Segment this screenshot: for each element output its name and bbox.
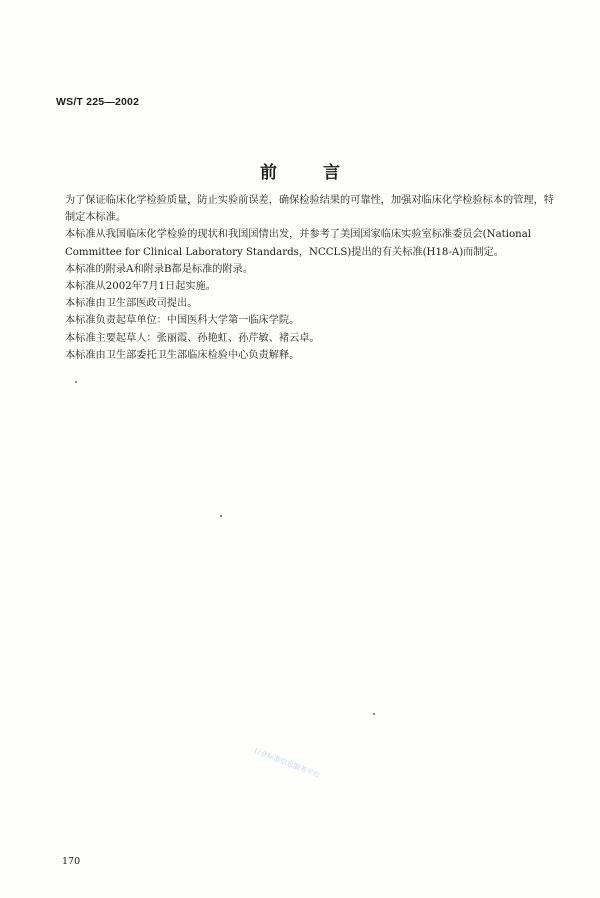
paragraph-reference: 本标准从我国临床化学检验的现状和我国国情出发，并参考了美国国家临床实验室标准委员会(National Committee for Clinical Laboratory Standards，NCCLS)提出的有关标准(H18-A)而制定。 (65, 229, 532, 258)
paragraph-purpose: 为了保证临床化学检验质量，防止实验前误差，确保检验结果的可靠性，加强对临床化学检验标本的管理，特制定本标准。 (65, 195, 554, 224)
scan-speck (220, 515, 222, 517)
page-title: 前言 (260, 163, 386, 183)
scan-speck (373, 713, 375, 715)
scan-speck (75, 381, 77, 383)
page-number: 170 (62, 856, 81, 867)
paragraph-drafters: 本标准主要起草人：张丽霞、孙艳虹、孙芹敏、褚云卓。 (65, 332, 320, 344)
body-text (56, 192, 562, 364)
paragraph-proposer: 本标准由卫生部医政司提出。 (65, 298, 198, 310)
paragraph-drafting-unit: 本标准负责起草单位：中国医科大学第一临床学院。 (65, 315, 300, 327)
paragraph-effective-date: 本标准从2002年7月1日起实施。 (65, 281, 216, 293)
paragraph-interpretation: 本标准由卫生部委托卫生部临床检验中心负责解释。 (65, 349, 300, 361)
standard-code: WS/T 225—2002 (56, 96, 140, 108)
watermark: 行业标准信息服务平台 (252, 746, 321, 780)
paragraph-appendix: 本标准的附录A和附录B都是标准的附录。 (65, 263, 254, 275)
